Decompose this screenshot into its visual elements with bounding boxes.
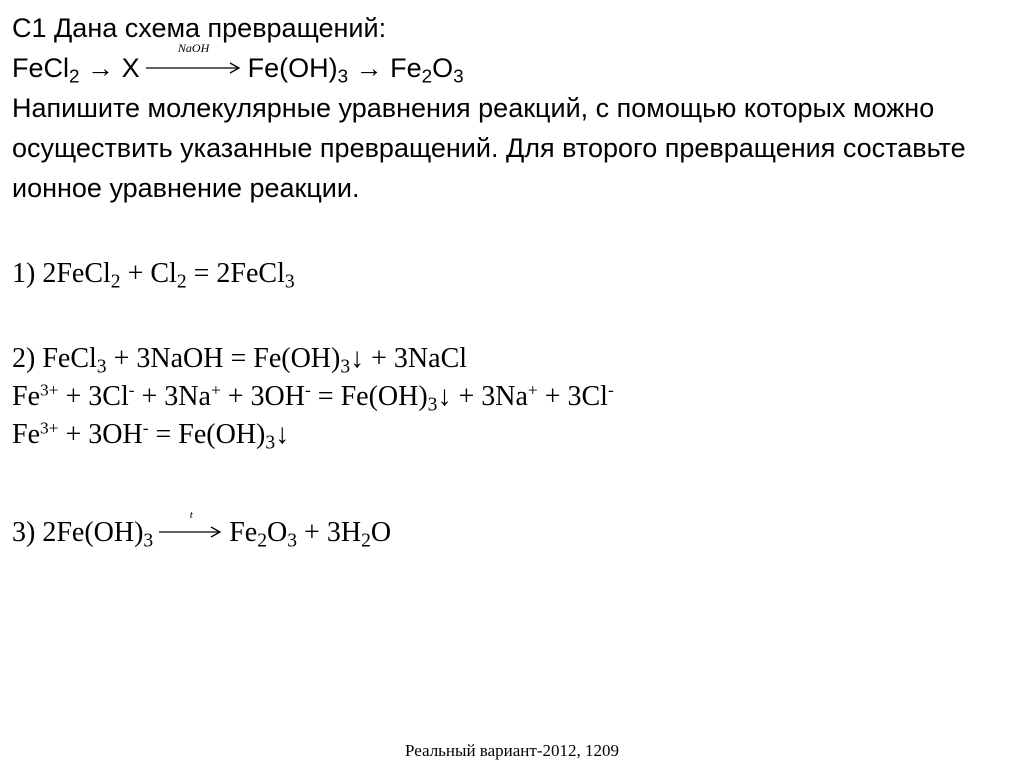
task-statement [12,8,1012,208]
naoh-reaction-arrow [146,41,242,79]
equation-2-full-ionic: $Fe^{3+} + 3Cl^- + 3Na^+ + 3OH^-$ = $Fe(OH)_3↓ + 3Na^+ + 3Cl^-$ [12,380,614,416]
equation-2-molecular: 2) FeCl$_3$ + 3NaOH = $Fe(OH)_3↓$ + 3NaCl [12,343,468,378]
equation-3: 3) $2Fe(OH)_3$ t $Fe_2O_3 + 3H_2O$ [12,509,392,552]
equation-1: 1) 2FeCl$_2$ + $Cl_2$ = 2FeCl$_3$ [12,258,295,293]
scheme-arrow: → [87,53,115,83]
long-arrow-icon [146,61,242,75]
naoh-condition: NaOH [177,41,210,55]
source-footer: Реальный вариант-2012, 1209 [405,741,619,760]
scheme-x: X [121,53,140,83]
task-instructions: Напишите молекулярные уравнения реакций, с помощью которых можно осуществить указанные превращений. Для второго превращения составьте ионное уравнение реакции. [12,93,966,203]
heat-reaction-arrow [159,509,223,543]
equation-2-short-ionic: $Fe^{3+} + 3OH^-$ = $Fe(OH)_3↓$ [12,418,290,454]
heat-condition: t [189,509,193,521]
scheme-feoh3: $Fe(OH)_3$ [247,53,349,88]
long-arrow-icon [159,525,223,539]
scheme-fe2o3: $Fe_2O_3$ [390,53,464,88]
scheme-fecl2: FeCl$_2$ [12,53,80,88]
task-heading: С1 Дана схема превращений: [12,13,387,43]
scheme-arrow: → [355,53,383,83]
transformation-scheme [12,41,1012,88]
